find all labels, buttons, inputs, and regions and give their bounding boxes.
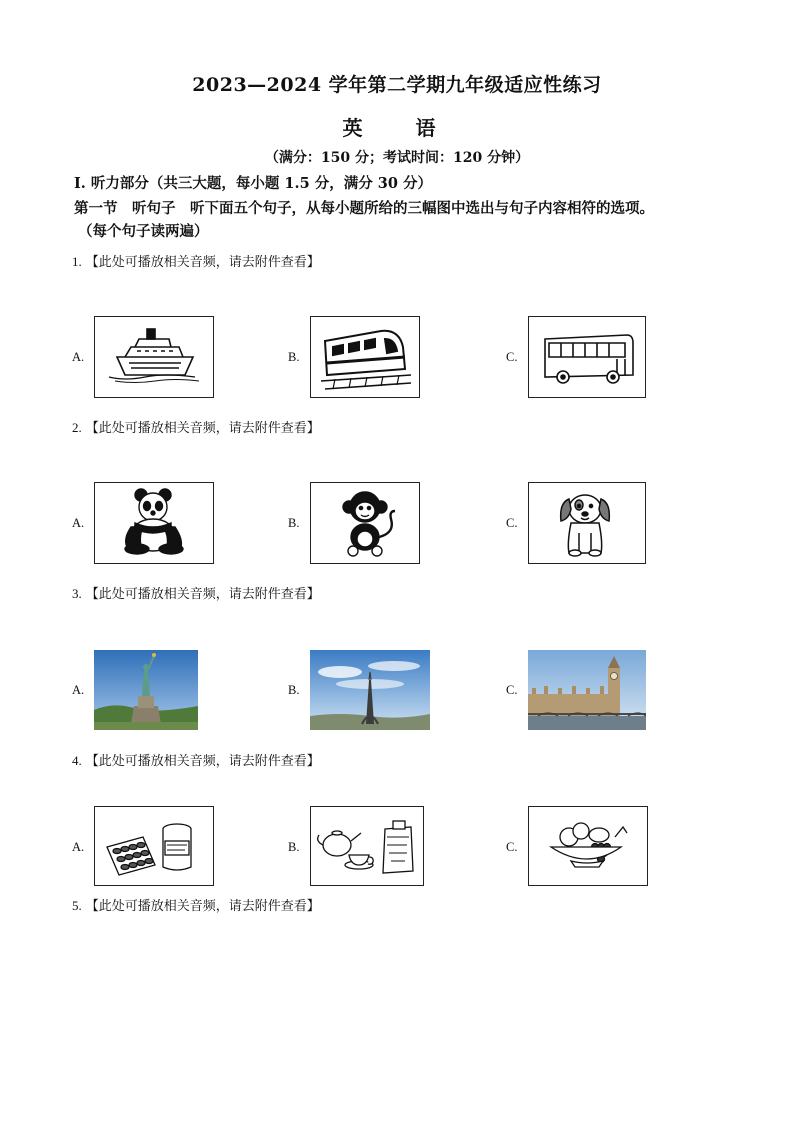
audio-prompt[interactable]: 【此处可播放相关音频，请去附件查看】 xyxy=(85,255,320,270)
option-image-dog[interactable] xyxy=(528,482,646,564)
option-letter[interactable]: B. xyxy=(288,683,300,697)
option-letter[interactable]: A. xyxy=(72,350,85,364)
option-image-panda[interactable] xyxy=(94,482,214,564)
question-number: 1. xyxy=(72,254,82,269)
audio-prompt[interactable]: 【此处可播放相关音频，请去附件查看】 xyxy=(85,587,320,602)
question-5 xyxy=(72,895,320,914)
question-number: 3. xyxy=(72,586,82,601)
ship-icon xyxy=(95,317,212,396)
dog-icon xyxy=(529,483,644,562)
tea-honey-icon xyxy=(311,807,422,884)
option-image-statue-of-liberty[interactable] xyxy=(94,650,198,730)
exam-title: 2023—2024 学年第二学期九年级适应性练习 xyxy=(192,74,602,96)
option-image-medicine[interactable] xyxy=(94,806,214,886)
section-title: 第一节 听句子 听下面五个句子，从每小题所给的三幅图中选出与句子内容相符的选项。 xyxy=(74,200,654,217)
medicine-icon xyxy=(95,807,212,884)
option-letter[interactable]: C. xyxy=(506,350,518,364)
option-letter[interactable]: A. xyxy=(72,516,85,530)
exam-subject: 英 语 xyxy=(342,116,452,140)
question-number: 2. xyxy=(72,420,82,435)
part-title: Ⅰ. 听力部分（共三大题，每小题 1.5 分，满分 30 分） xyxy=(74,175,432,192)
option-letter[interactable]: C. xyxy=(506,516,518,530)
option-letter[interactable]: A. xyxy=(72,840,85,854)
option-letter[interactable]: C. xyxy=(506,683,518,697)
question-number: 5. xyxy=(72,898,82,913)
question-1 xyxy=(72,251,320,270)
option-image-monkey[interactable] xyxy=(310,482,420,564)
option-letter[interactable]: A. xyxy=(72,683,85,697)
monkey-icon xyxy=(311,483,418,562)
option-image-big-ben[interactable] xyxy=(528,650,646,730)
question-number: 4. xyxy=(72,753,82,768)
score-note: （满分：150 分；考试时间：120 分钟） xyxy=(264,150,530,166)
option-image-fruit-bowl[interactable] xyxy=(528,806,648,886)
train-icon xyxy=(311,317,418,396)
eiffel-tower-photo xyxy=(310,650,430,730)
audio-prompt[interactable]: 【此处可播放相关音频，请去附件查看】 xyxy=(85,421,320,436)
option-image-ship[interactable] xyxy=(94,316,214,398)
bus-icon xyxy=(529,317,644,396)
question-4 xyxy=(72,750,320,769)
option-letter[interactable]: C. xyxy=(506,840,518,854)
audio-prompt[interactable]: 【此处可播放相关音频，请去附件查看】 xyxy=(85,899,320,914)
option-image-eiffel-tower[interactable] xyxy=(310,650,430,730)
big-ben-photo xyxy=(528,650,646,730)
option-image-tea-honey[interactable] xyxy=(310,806,424,886)
section-note: （每个句子读两遍） xyxy=(78,223,209,240)
question-2 xyxy=(72,417,320,436)
option-image-train[interactable] xyxy=(310,316,420,398)
option-image-bus[interactable] xyxy=(528,316,646,398)
audio-prompt[interactable]: 【此处可播放相关音频，请去附件查看】 xyxy=(85,754,320,769)
option-letter[interactable]: B. xyxy=(288,840,300,854)
question-3 xyxy=(72,583,320,602)
fruit-bowl-icon xyxy=(529,807,646,884)
statue-of-liberty-photo xyxy=(94,650,198,730)
panda-icon xyxy=(95,483,212,562)
option-letter[interactable]: B. xyxy=(288,516,300,530)
option-letter[interactable]: B. xyxy=(288,350,300,364)
